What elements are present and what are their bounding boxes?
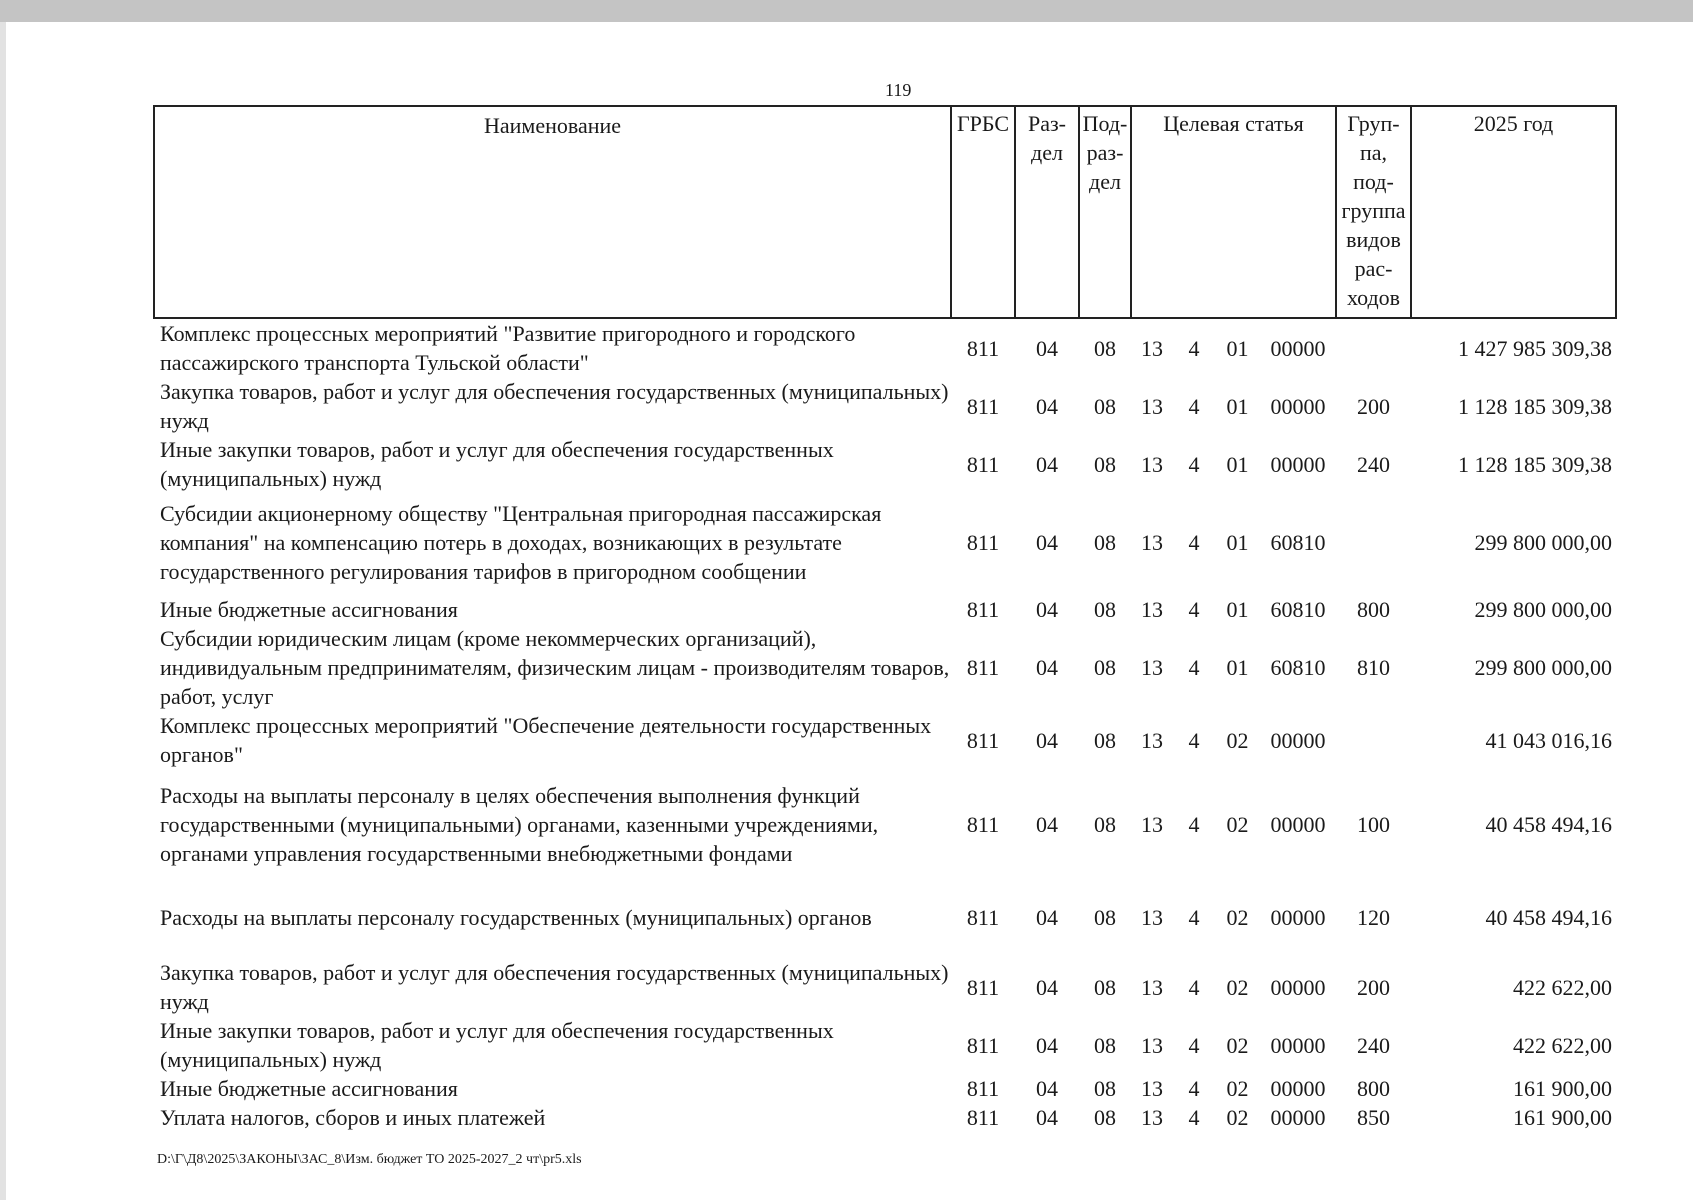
- spacer-cell: [154, 946, 1616, 958]
- cell-razdel: 04: [1036, 451, 1058, 477]
- cell-name: Расходы на выплаты персоналу государственных (муниципальных) органов: [160, 904, 872, 930]
- cell-target-complex: 01: [1226, 655, 1249, 680]
- cell-target-direction: 00000: [1270, 1076, 1326, 1101]
- spacer-cell: [154, 868, 1616, 888]
- header-razdel: [1015, 106, 1079, 318]
- cell-name: Иные бюджетные ассигнования: [160, 596, 458, 622]
- table-body: [154, 318, 1616, 1132]
- cell-name: Закупка товаров, работ и услуг для обеспечения государственных (муниципальных) нужд: [160, 379, 949, 433]
- cell-expense-group: 120: [1357, 904, 1390, 930]
- page-number: 119: [885, 80, 912, 100]
- cell-target-program: 13: [1141, 596, 1163, 622]
- cell-name: Иные закупки товаров, работ и услуг для обеспечения государственных (муниципальных) нужд: [160, 437, 834, 491]
- table-row: [154, 499, 1616, 586]
- row-spacer: [154, 868, 1616, 888]
- cell-target-program: 13: [1141, 727, 1163, 753]
- table-row: [154, 318, 1616, 377]
- scan-border-left: [0, 22, 6, 1200]
- cell-target-type: 4: [1188, 974, 1200, 1000]
- cell-target-type: 4: [1188, 530, 1200, 555]
- cell-grbs: 811: [966, 1032, 1000, 1058]
- cell-amount-2025: 41 043 016,16: [1485, 727, 1612, 753]
- header-name: Наименование: [154, 106, 951, 318]
- cell-expense-group: 850: [1357, 1105, 1390, 1130]
- table-row: [154, 1074, 1616, 1103]
- cell-target-program: 13: [1141, 335, 1163, 361]
- cell-grbs: 811: [966, 393, 1000, 419]
- cell-target-direction: 00000: [1270, 393, 1326, 419]
- cell-target-type: 4: [1188, 596, 1200, 622]
- table-row: [154, 958, 1616, 1016]
- cell-grbs: 811: [966, 596, 1000, 622]
- cell-target-direction: 00000: [1270, 1105, 1326, 1130]
- cell-podrazdel: 08: [1094, 335, 1116, 361]
- cell-target-direction: 00000: [1270, 335, 1326, 361]
- cell-target-direction: 00000: [1270, 974, 1326, 1000]
- cell-expense-group: [1336, 318, 1411, 377]
- cell-grbs: 811: [966, 974, 1000, 1000]
- table-row: [154, 1016, 1616, 1074]
- cell-target-program: 13: [1141, 1105, 1163, 1130]
- cell-razdel: 04: [1036, 974, 1058, 1000]
- cell-target-direction: 00000: [1270, 904, 1326, 930]
- spacer-cell: [154, 769, 1616, 781]
- cell-target-program: 13: [1141, 393, 1163, 419]
- cell-grbs: 811: [966, 335, 1000, 361]
- cell-grbs: 811: [966, 812, 1000, 837]
- cell-target-complex: 02: [1226, 727, 1249, 753]
- header-group-text: Груп- па, под- группа видов рас- ходов: [1341, 111, 1406, 310]
- table-row: [154, 594, 1616, 624]
- cell-name: Расходы на выплаты персоналу в целях обеспечения выполнения функций государственными (муниципальными) органами, казенными учреждениями, органами управления государственными внебюджетными фондами: [160, 783, 879, 866]
- cell-grbs: 811: [966, 1076, 1000, 1101]
- budget-table: [153, 105, 1617, 1132]
- cell-podrazdel: 08: [1094, 812, 1116, 837]
- cell-grbs: 811: [966, 904, 1000, 930]
- cell-target-program: 13: [1141, 812, 1163, 837]
- cell-target-program: 13: [1141, 1032, 1163, 1058]
- cell-target-direction: 60810: [1270, 596, 1326, 622]
- header-target: Целевая статья: [1131, 106, 1336, 318]
- cell-expense-group: 240: [1357, 1032, 1390, 1058]
- cell-razdel: 04: [1036, 904, 1058, 930]
- table-row: [154, 1103, 1616, 1132]
- cell-target-program: 13: [1141, 655, 1163, 680]
- cell-amount-2025: 161 900,00: [1513, 1105, 1612, 1130]
- cell-target-program: 13: [1141, 1076, 1163, 1101]
- cell-target-type: 4: [1188, 655, 1200, 680]
- cell-expense-group: [1336, 711, 1411, 769]
- cell-target-complex: 01: [1226, 530, 1249, 555]
- table-row: [154, 624, 1616, 711]
- cell-amount-2025: 299 800 000,00: [1474, 530, 1612, 555]
- cell-target-program: 13: [1141, 904, 1163, 930]
- cell-target-complex: 01: [1226, 393, 1249, 419]
- cell-target-complex: 02: [1226, 904, 1249, 930]
- cell-expense-group: 200: [1357, 974, 1390, 1000]
- cell-expense-group: 200: [1357, 393, 1390, 419]
- header-grbs: ГРБС: [951, 106, 1015, 318]
- cell-amount-2025: 161 900,00: [1513, 1076, 1612, 1101]
- cell-expense-group: 800: [1357, 1076, 1390, 1101]
- cell-target-program: 13: [1141, 974, 1163, 1000]
- cell-target-complex: 01: [1226, 335, 1249, 361]
- cell-podrazdel: 08: [1094, 451, 1116, 477]
- cell-target-type: 4: [1188, 1076, 1200, 1101]
- cell-target-direction: 00000: [1270, 727, 1326, 753]
- cell-target-type: 4: [1188, 393, 1200, 419]
- cell-podrazdel: 08: [1094, 393, 1116, 419]
- cell-target-direction: 60810: [1270, 655, 1326, 680]
- cell-grbs: 811: [966, 655, 1000, 680]
- footer-file-path: D:\Г\Д8\2025\ЗАКОНЫ\ЗАС_8\Изм. бюджет ТО 2025-2027_2 чт\pr5.xls: [157, 1152, 582, 1167]
- cell-podrazdel: 08: [1094, 904, 1116, 930]
- cell-razdel: 04: [1036, 1105, 1058, 1130]
- cell-target-direction: 00000: [1270, 812, 1326, 837]
- row-spacer: [154, 946, 1616, 958]
- cell-target-direction: 00000: [1270, 1032, 1326, 1058]
- cell-grbs: 811: [966, 530, 1000, 555]
- cell-target-type: 4: [1188, 812, 1200, 837]
- cell-target-type: 4: [1188, 335, 1200, 361]
- cell-razdel: 04: [1036, 727, 1058, 753]
- cell-name: Иные закупки товаров, работ и услуг для обеспечения государственных (муниципальных) нужд: [160, 1018, 834, 1072]
- cell-expense-group: [1336, 499, 1411, 586]
- row-spacer: [154, 586, 1616, 594]
- cell-name: Субсидии юридическим лицам (кроме некоммерческих организаций), индивидуальным предпринимателям, физическим лицам - производителям товаров, работ, услуг: [160, 626, 950, 709]
- table-row: [154, 781, 1616, 868]
- cell-expense-group: 800: [1357, 596, 1390, 622]
- cell-target-complex: 01: [1226, 451, 1249, 477]
- cell-amount-2025: 299 800 000,00: [1474, 655, 1612, 680]
- cell-expense-group: 100: [1357, 812, 1390, 837]
- cell-name: Комплекс процессных мероприятий "Развитие пригородного и городского пассажирского транспорта Тульской области": [160, 321, 856, 375]
- cell-target-complex: 02: [1226, 812, 1249, 837]
- cell-expense-group: 810: [1357, 655, 1390, 680]
- header-group: [1336, 106, 1411, 318]
- cell-target-complex: 02: [1226, 1032, 1249, 1058]
- cell-podrazdel: 08: [1094, 974, 1116, 1000]
- cell-target-program: 13: [1141, 530, 1163, 555]
- scan-border-top: [0, 0, 1693, 22]
- table-row: [154, 711, 1616, 769]
- cell-razdel: 04: [1036, 530, 1058, 555]
- table-header-row: [154, 106, 1616, 318]
- table-row: [154, 888, 1616, 946]
- cell-amount-2025: 422 622,00: [1513, 974, 1612, 1000]
- cell-target-complex: 02: [1226, 1105, 1249, 1130]
- cell-podrazdel: 08: [1094, 1105, 1116, 1130]
- cell-target-type: 4: [1188, 451, 1200, 477]
- cell-razdel: 04: [1036, 596, 1058, 622]
- header-year: 2025 год: [1411, 106, 1616, 318]
- header-podrazdel: [1079, 106, 1131, 318]
- cell-razdel: 04: [1036, 655, 1058, 680]
- cell-target-direction: 00000: [1270, 451, 1326, 477]
- cell-target-type: 4: [1188, 1105, 1200, 1130]
- cell-grbs: 811: [966, 1105, 1000, 1130]
- cell-target-type: 4: [1188, 727, 1200, 753]
- cell-razdel: 04: [1036, 1032, 1058, 1058]
- header-podrazdel-text: Под- раз- дел: [1082, 111, 1128, 194]
- cell-razdel: 04: [1036, 335, 1058, 361]
- cell-amount-2025: 40 458 494,16: [1485, 812, 1612, 837]
- cell-amount-2025: 1 427 985 309,38: [1458, 335, 1612, 361]
- cell-amount-2025: 422 622,00: [1513, 1032, 1612, 1058]
- cell-grbs: 811: [966, 727, 1000, 753]
- cell-amount-2025: 299 800 000,00: [1474, 596, 1612, 622]
- cell-amount-2025: 1 128 185 309,38: [1458, 451, 1612, 477]
- cell-razdel: 04: [1036, 1076, 1058, 1101]
- cell-podrazdel: 08: [1094, 655, 1116, 680]
- cell-razdel: 04: [1036, 393, 1058, 419]
- cell-amount-2025: 40 458 494,16: [1485, 904, 1612, 930]
- table-row: [154, 377, 1616, 435]
- cell-target-complex: 01: [1226, 596, 1249, 622]
- cell-razdel: 04: [1036, 812, 1058, 837]
- cell-target-complex: 02: [1226, 974, 1249, 1000]
- cell-name: Закупка товаров, работ и услуг для обеспечения государственных (муниципальных) нужд: [160, 960, 949, 1014]
- cell-podrazdel: 08: [1094, 1032, 1116, 1058]
- cell-name: Иные бюджетные ассигнования: [160, 1076, 458, 1101]
- cell-amount-2025: 1 128 185 309,38: [1458, 393, 1612, 419]
- cell-name: Комплекс процессных мероприятий "Обеспечение деятельности государственных органов": [160, 713, 932, 767]
- cell-expense-group: 240: [1357, 451, 1390, 477]
- cell-target-complex: 02: [1226, 1076, 1249, 1101]
- cell-name: Уплата налогов, сборов и иных платежей: [160, 1105, 546, 1130]
- cell-podrazdel: 08: [1094, 727, 1116, 753]
- cell-name: Субсидии акционерному обществу "Центральная пригородная пассажирская компания" на компенсацию потерь в доходах, возникающих в результате государственного регулирования тарифов в пригородном сообщении: [160, 501, 882, 584]
- cell-target-direction: 60810: [1270, 530, 1326, 555]
- cell-podrazdel: 08: [1094, 1076, 1116, 1101]
- cell-podrazdel: 08: [1094, 596, 1116, 622]
- cell-grbs: 811: [966, 451, 1000, 477]
- spacer-cell: [154, 586, 1616, 594]
- header-razdel-text: Раз- дел: [1027, 111, 1067, 165]
- cell-podrazdel: 08: [1094, 530, 1116, 555]
- cell-target-type: 4: [1188, 1032, 1200, 1058]
- cell-target-type: 4: [1188, 904, 1200, 930]
- cell-target-program: 13: [1141, 451, 1163, 477]
- row-spacer: [154, 769, 1616, 781]
- table-row: [154, 435, 1616, 493]
